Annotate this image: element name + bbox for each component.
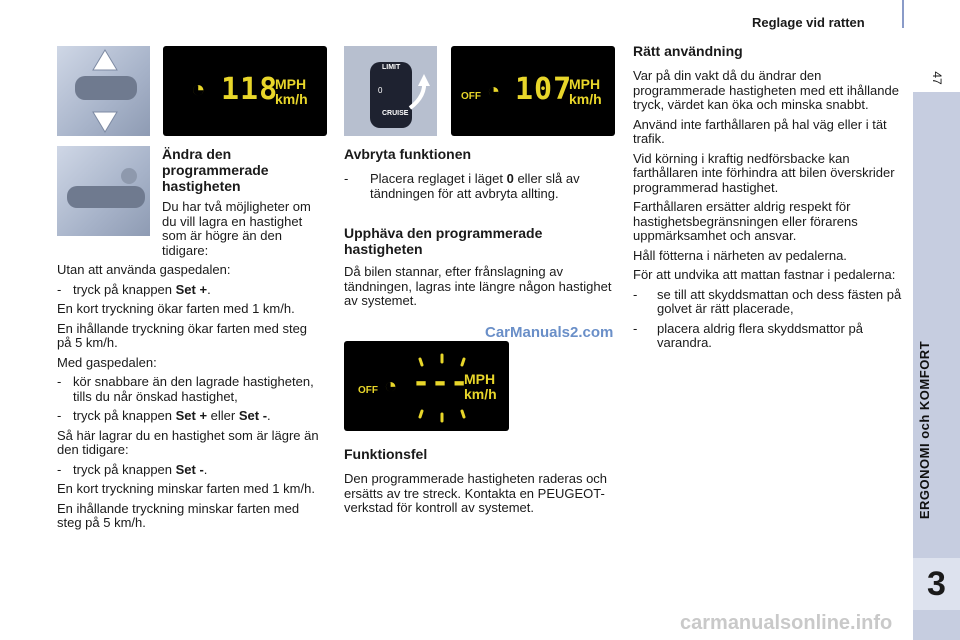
chapter-title: ERGONOMI och KOMFORT bbox=[917, 340, 932, 520]
display-unit-kmh: km/h bbox=[275, 91, 308, 107]
col1-p3: En ihållande tryckning ökar farten med steg på 5 km/h. bbox=[57, 320, 308, 350]
col1-intro-text: Du har två möjligheter om du vill lagra en hastighet som är högre än den tidigare: bbox=[162, 199, 311, 258]
running-header: Reglage vid ratten bbox=[752, 15, 865, 30]
list-item: - tryck på knappen Set -. bbox=[57, 461, 208, 477]
col3-p2: Använd inte farthållaren på hal väg eller i tät trafik. bbox=[633, 116, 887, 146]
col3-p1: Var på din vakt då du ändrar den programmerade hastigheten med ett ihållande tryck, värdet kan öka och minska snabbt. bbox=[633, 68, 899, 112]
text: eller bbox=[207, 408, 239, 423]
speedometer-icon: ◔ bbox=[487, 78, 501, 103]
heading-correct-use: Rätt användning bbox=[633, 43, 743, 59]
stalk-label-limit: LIMIT bbox=[382, 64, 401, 71]
text: . bbox=[267, 408, 271, 423]
display-unit-kmh: km/h bbox=[464, 386, 497, 402]
text: . bbox=[203, 461, 208, 477]
display-unit-kmh: km/h bbox=[569, 91, 602, 107]
list-item: - placera aldrig flera skyddsmattor på varandra. bbox=[633, 322, 907, 351]
col3-heading bbox=[633, 43, 903, 59]
list-item: - kör snabbare än den lagrade hastigheten, tills du når önskad hastighet, bbox=[57, 375, 325, 404]
stalk-buttons-svg bbox=[57, 146, 150, 236]
col2-p2-text: Den programmerade hastigheten raderas och ersätts av tre streck. Kontakta en PEUGEOT-verkstad för kontroll av systemet. bbox=[344, 471, 608, 515]
watermark-carmanuals: CarManuals2.com bbox=[485, 324, 614, 341]
col3-p6: För att undvika att mattan fastnar i pedalerna: bbox=[633, 267, 896, 282]
col2-h3 bbox=[344, 446, 614, 462]
text: tryck på knappen bbox=[73, 408, 176, 423]
speedometer-icon: ◔ bbox=[384, 373, 398, 398]
button-name: Set + bbox=[175, 281, 208, 297]
col1-p6: En kort tryckning minskar farten med 1 km/h. bbox=[57, 481, 315, 496]
col1-p7: En ihållande tryckning minskar farten med steg på 5 km/h. bbox=[57, 500, 300, 530]
stalk-illustration-buttons bbox=[57, 146, 150, 236]
col3-body bbox=[633, 69, 907, 356]
list-item: - Placera reglaget i läget 0 eller slå av tändningen för att avbryta allting. bbox=[344, 171, 580, 201]
text: tryck på knappen bbox=[73, 461, 176, 477]
col1-p4: Med gaspedalen: bbox=[57, 354, 157, 370]
display-off-dashes bbox=[344, 341, 509, 431]
display-unit-mph: MPH bbox=[275, 76, 307, 92]
text: kör snabbare än den lagrade hastigheten, tills du når önskad hastighet, bbox=[73, 374, 314, 404]
col1-p1: Utan att använda gaspedalen: bbox=[57, 262, 231, 277]
chapter-number: 3 bbox=[927, 564, 946, 603]
stalk-illustration-positions bbox=[344, 46, 437, 136]
text: tryck på knappen bbox=[73, 281, 176, 297]
stalk-positions-svg bbox=[344, 46, 437, 136]
list-item: - se till att skyddsmattan och dess fästen på golvet är rätt placerade, bbox=[633, 288, 907, 317]
display-unit-mph: MPH bbox=[569, 76, 601, 92]
text: Placera reglaget i läget bbox=[370, 171, 507, 186]
col2-h2 bbox=[344, 225, 614, 257]
text: placera aldrig flera skyddsmattor på varandra. bbox=[657, 320, 863, 350]
col3-p5: Håll fötterna i närheten av pedalerna. bbox=[633, 247, 847, 263]
button-name: Set + bbox=[175, 408, 208, 423]
display-118 bbox=[163, 46, 327, 136]
col2-p1 bbox=[344, 265, 616, 314]
chapter-number-box bbox=[913, 558, 960, 610]
display-speed: 118 bbox=[221, 72, 279, 107]
text: . bbox=[207, 281, 211, 297]
heading-revoke: Upphäva den programmerade hastigheten bbox=[344, 225, 543, 257]
col2-h1 bbox=[344, 146, 614, 162]
col2-b1 bbox=[344, 172, 616, 201]
position-name: 0 bbox=[506, 171, 514, 186]
stalk-arrows-svg bbox=[57, 46, 150, 136]
col1-body bbox=[57, 263, 325, 536]
display-off-107 bbox=[451, 46, 615, 136]
stalk-illustration-up-down bbox=[57, 46, 150, 136]
display-off-label: OFF bbox=[358, 385, 378, 396]
col3-p4: Farthållaren ersätter aldrig respekt för hastighetsbegränsningen eller förarens uppmärksamhet och ansvar. bbox=[633, 199, 858, 243]
col1-heading bbox=[162, 146, 322, 194]
display-speed: --- bbox=[412, 365, 470, 400]
list-item: - tryck på knappen Set + eller Set -. bbox=[57, 408, 271, 423]
col3-p3: Vid körning i kraftig nedförsbacke kan farthållaren inte förhindra att bilen överskrider programmerad hastighet. bbox=[633, 150, 895, 195]
button-name: Set - bbox=[175, 461, 204, 477]
col2-p1-text: Då bilen stannar, efter frånslagning av tändningen, lagras inte längre någon hastighet av systemet. bbox=[344, 264, 612, 308]
header-rule bbox=[902, 0, 904, 28]
footer-watermark: carmanualsonline.info bbox=[680, 612, 893, 634]
col2-p2 bbox=[344, 472, 614, 521]
button-name: Set - bbox=[238, 408, 268, 423]
speedometer-icon: ◔ bbox=[191, 76, 206, 103]
col1-p2: En kort tryckning ökar farten med 1 km/h. bbox=[57, 301, 295, 316]
col1-p5: Så här lagrar du en hastighet som är lägre än den tidigare: bbox=[57, 427, 319, 457]
display-speed: 107 bbox=[515, 72, 573, 107]
text: eller slå av tändningen för att avbryta allting. bbox=[370, 171, 580, 201]
display-unit-mph: MPH bbox=[464, 371, 496, 387]
page-number: 47 bbox=[930, 71, 944, 85]
heading-cancel: Avbryta funktionen bbox=[344, 146, 472, 162]
list-item: - tryck på knappen Set +. bbox=[57, 281, 211, 297]
display-off-label: OFF bbox=[461, 91, 481, 102]
stalk-label-zero: 0 bbox=[378, 86, 383, 95]
heading-change-speed: Ändra den programmerade hastigheten bbox=[162, 146, 269, 194]
stalk-label-cruise: CRUISE bbox=[382, 110, 409, 117]
col1-intro bbox=[162, 200, 322, 263]
heading-malfunction: Funktionsfel bbox=[344, 446, 428, 462]
text: se till att skyddsmattan och dess fästen på golvet är rätt placerade, bbox=[657, 286, 902, 316]
